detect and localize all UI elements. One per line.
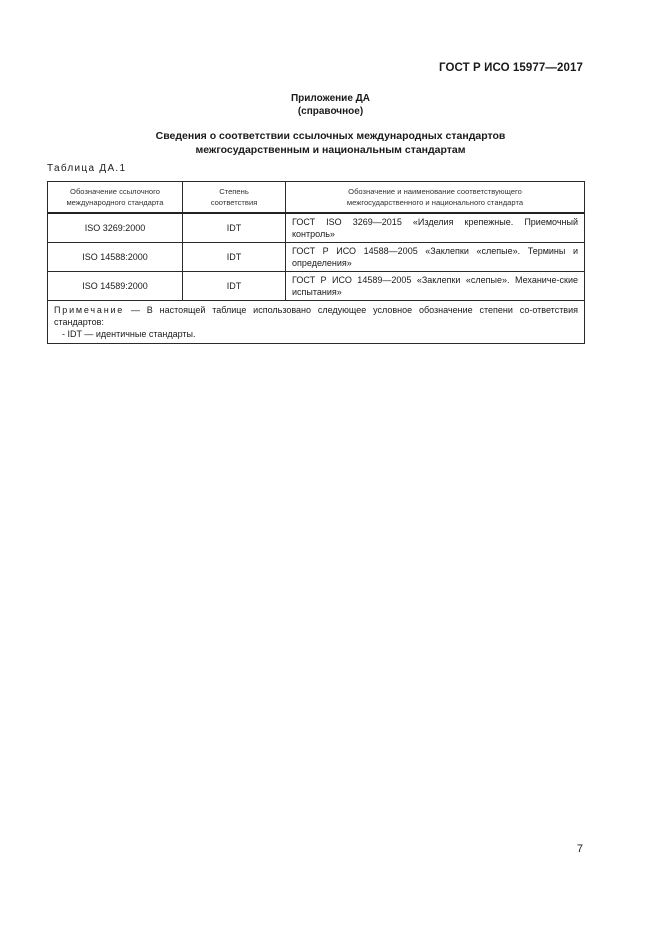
table-row [48,213,585,243]
header-intl-standard [48,182,183,214]
cell-intl-standard: ISO 14589:2000 [48,272,183,301]
section-heading-line2: межгосударственным и национальным стандартам [195,144,466,156]
table-note [48,301,585,344]
cell-degree: IDT [183,213,286,243]
header-national-line1: Обозначение и наименование соответствующего [348,187,522,196]
conformity-table [47,181,585,344]
note-body: — В настоящей таблице использовано следующее условное обозначение степени со-ответствия стандартов: [54,305,578,327]
note-head: Примечание [54,305,125,315]
document-id: ГОСТ Р ИСО 15977—2017 [438,62,583,74]
header-national-standard [286,182,585,214]
table-row [48,272,585,301]
section-heading [0,129,661,157]
header-degree-line1: Степень [219,187,249,196]
cell-intl-standard: ISO 3269:2000 [48,213,183,243]
annex-subtitle: (справочное) [297,106,364,117]
header-national-line2: межгосударственного и национального стандарта [346,198,524,207]
cell-degree: IDT [183,272,286,301]
note-item: - IDT — идентичные стандарты. [62,329,196,339]
table-header-row [48,182,585,214]
table-label: Таблица ДА.1 [47,163,127,174]
annex-title: Приложение ДА [290,93,371,104]
cell-intl-standard: ISO 14588:2000 [48,243,183,272]
cell-degree: IDT [183,243,286,272]
section-heading-line1: Сведения о соответствии ссылочных международных стандартов [155,130,506,142]
cell-national-standard: ГОСТ Р ИСО 14588—2005 «Заклепки «слепые». Термины и определения» [286,243,585,272]
table-note-row [48,301,585,344]
table-row [48,243,585,272]
note-text [54,304,578,328]
header-intl-line1: Обозначение ссылочного [70,187,160,196]
header-degree-line2: соответствия [210,198,258,207]
header-intl-line2: международного стандарта [66,198,164,207]
cell-national-standard: ГОСТ Р ИСО 14589—2005 «Заклепки «слепые». Механиче-ские испытания» [286,272,585,301]
annex-heading [0,92,661,118]
page-number: 7 [576,843,583,855]
header-degree [183,182,286,214]
cell-national-standard: ГОСТ ISO 3269—2015 «Изделия крепежные. Приемочный контроль» [286,213,585,243]
